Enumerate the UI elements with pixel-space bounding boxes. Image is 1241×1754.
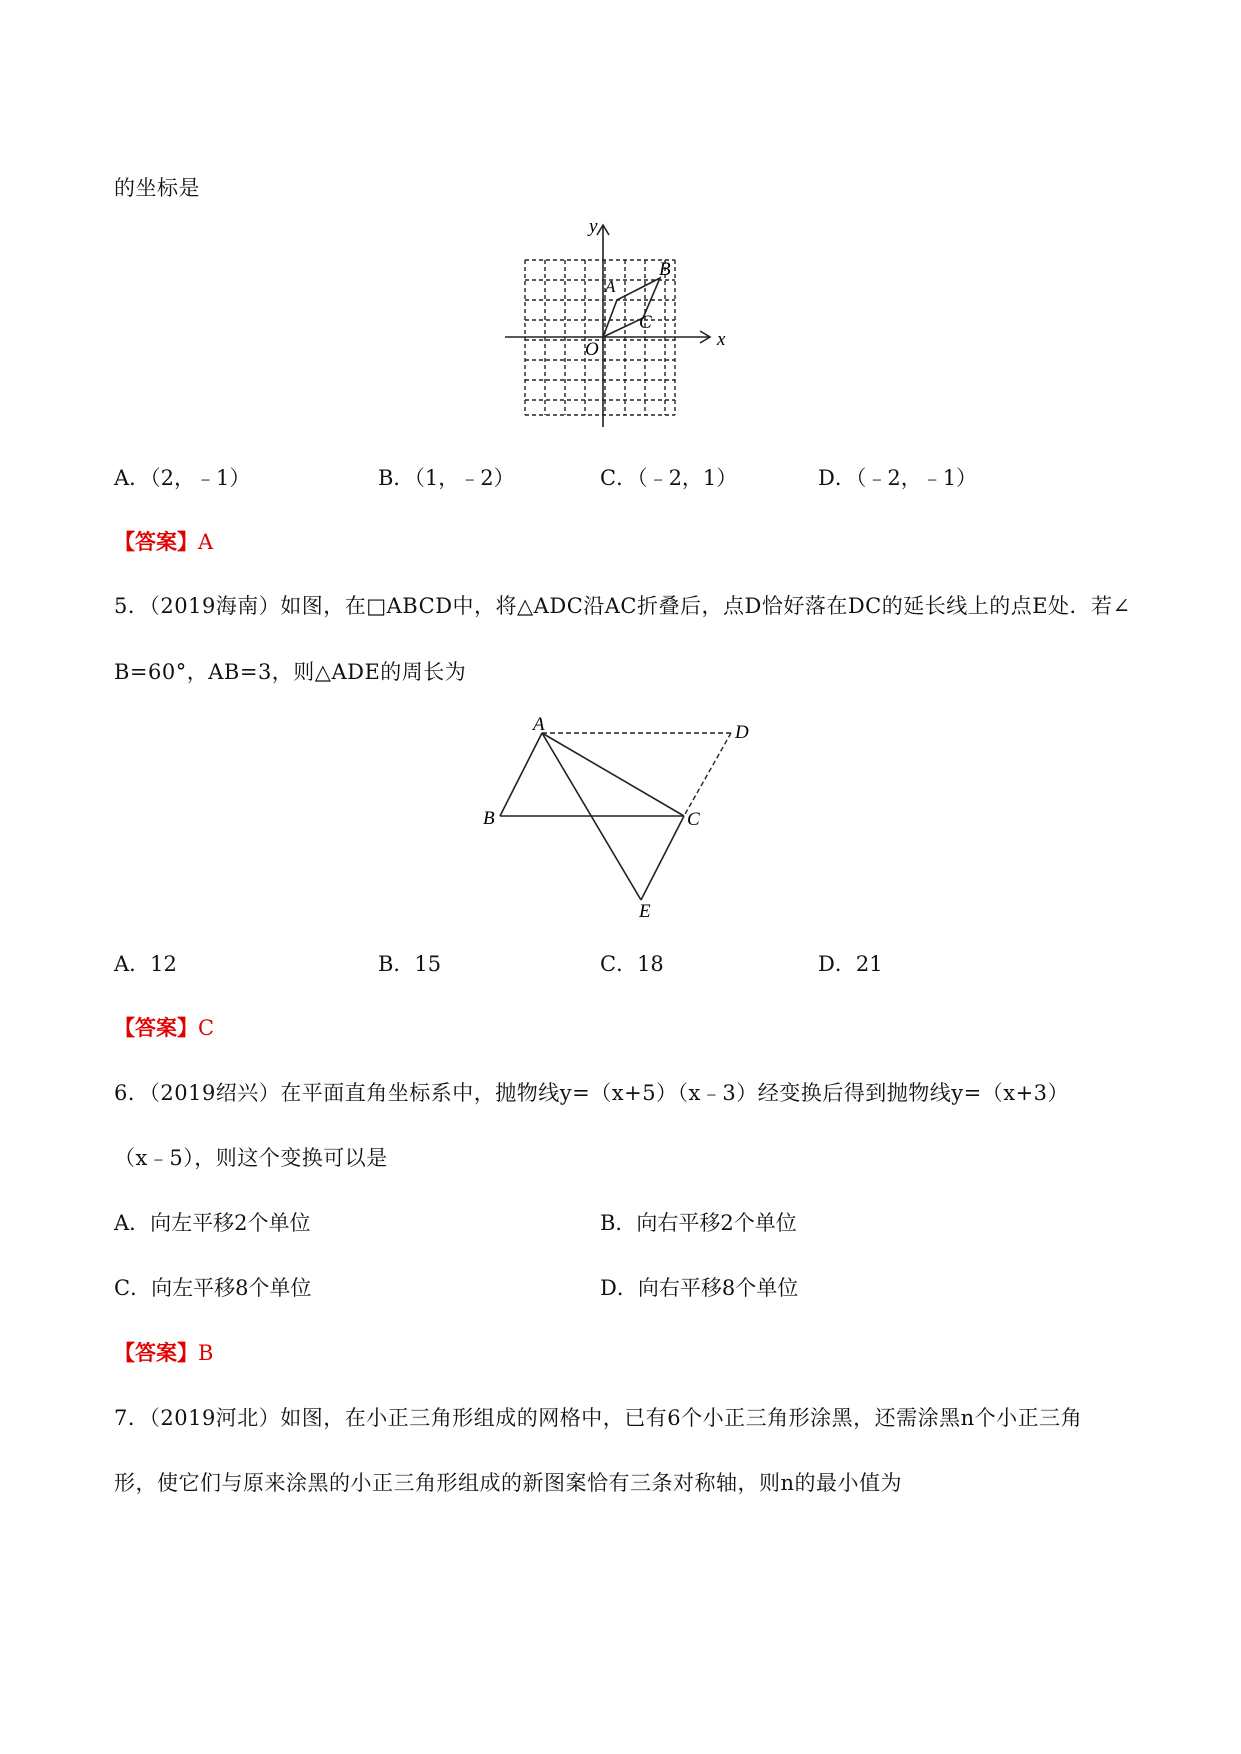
q4-stem-tail: 的坐标是 bbox=[114, 176, 200, 200]
q5-stem-line1: 5．（2019海南）如图，在□ABCD中，将△ADC沿AC折叠后，点D恰好落在DC的延长线上的点E处．若∠ bbox=[114, 594, 1131, 618]
q4-answer bbox=[114, 526, 213, 556]
q5-option-c: C．18 bbox=[600, 952, 664, 976]
answer-value: A bbox=[198, 530, 214, 554]
q5-option-b: B．15 bbox=[378, 952, 442, 976]
label-b: B bbox=[659, 259, 671, 280]
label-x: x bbox=[717, 329, 726, 350]
answer-value: B bbox=[198, 1341, 214, 1365]
answer-bracket: 【答案】 bbox=[114, 1340, 198, 1365]
q4-option-c: C．（﹣2，1） bbox=[600, 466, 738, 490]
q6-stem-line1: 6．（2019绍兴）在平面直角坐标系中，抛物线y=（x+5）（x﹣3）经变换后得到抛物线y=（x+3） bbox=[114, 1081, 1070, 1105]
answer-bracket: 【答案】 bbox=[114, 529, 198, 554]
q4-coordinate-figure bbox=[495, 215, 735, 435]
q5-option-d: D．21 bbox=[818, 952, 883, 976]
q6-option-a: A．向左平移2个单位 bbox=[114, 1211, 311, 1235]
q6-answer bbox=[114, 1337, 213, 1367]
q5-answer bbox=[114, 1012, 214, 1042]
q5-option-a: A．12 bbox=[114, 952, 177, 976]
label-y: y bbox=[589, 216, 598, 237]
label-a: A bbox=[533, 714, 545, 735]
label-c: C bbox=[639, 312, 652, 333]
q7-stem-line2: 形，使它们与原来涂黑的小正三角形组成的新图案恰有三条对称轴，则n的最小值为 bbox=[114, 1471, 903, 1495]
q4-option-a: A．（2，﹣1） bbox=[114, 466, 251, 490]
label-c: C bbox=[687, 809, 700, 830]
q5-fold-figure bbox=[475, 710, 775, 920]
q4-option-b: B．（1，﹣2） bbox=[378, 466, 515, 490]
q6-stem-line2: （x﹣5），则这个变换可以是 bbox=[114, 1146, 388, 1170]
answer-bracket: 【答案】 bbox=[114, 1015, 198, 1040]
q5-stem-line2: B=60°，AB=3，则△ADE的周长为 bbox=[114, 660, 467, 684]
label-b: B bbox=[483, 808, 495, 829]
label-e: E bbox=[639, 901, 651, 920]
label-d: D bbox=[735, 722, 749, 743]
q6-option-d: D．向右平移8个单位 bbox=[600, 1276, 799, 1300]
label-o: O bbox=[585, 339, 599, 360]
q4-option-d: D．（﹣2，﹣1） bbox=[818, 466, 978, 490]
q7-stem-line1: 7．（2019河北）如图，在小正三角形组成的网格中，已有6个小正三角形涂黑，还需涂黑n个小正三角 bbox=[114, 1406, 1083, 1430]
q6-option-c: C．向左平移8个单位 bbox=[114, 1276, 312, 1300]
q6-option-b: B．向右平移2个单位 bbox=[600, 1211, 797, 1235]
label-a: A bbox=[605, 277, 616, 296]
answer-value: C bbox=[198, 1016, 215, 1040]
